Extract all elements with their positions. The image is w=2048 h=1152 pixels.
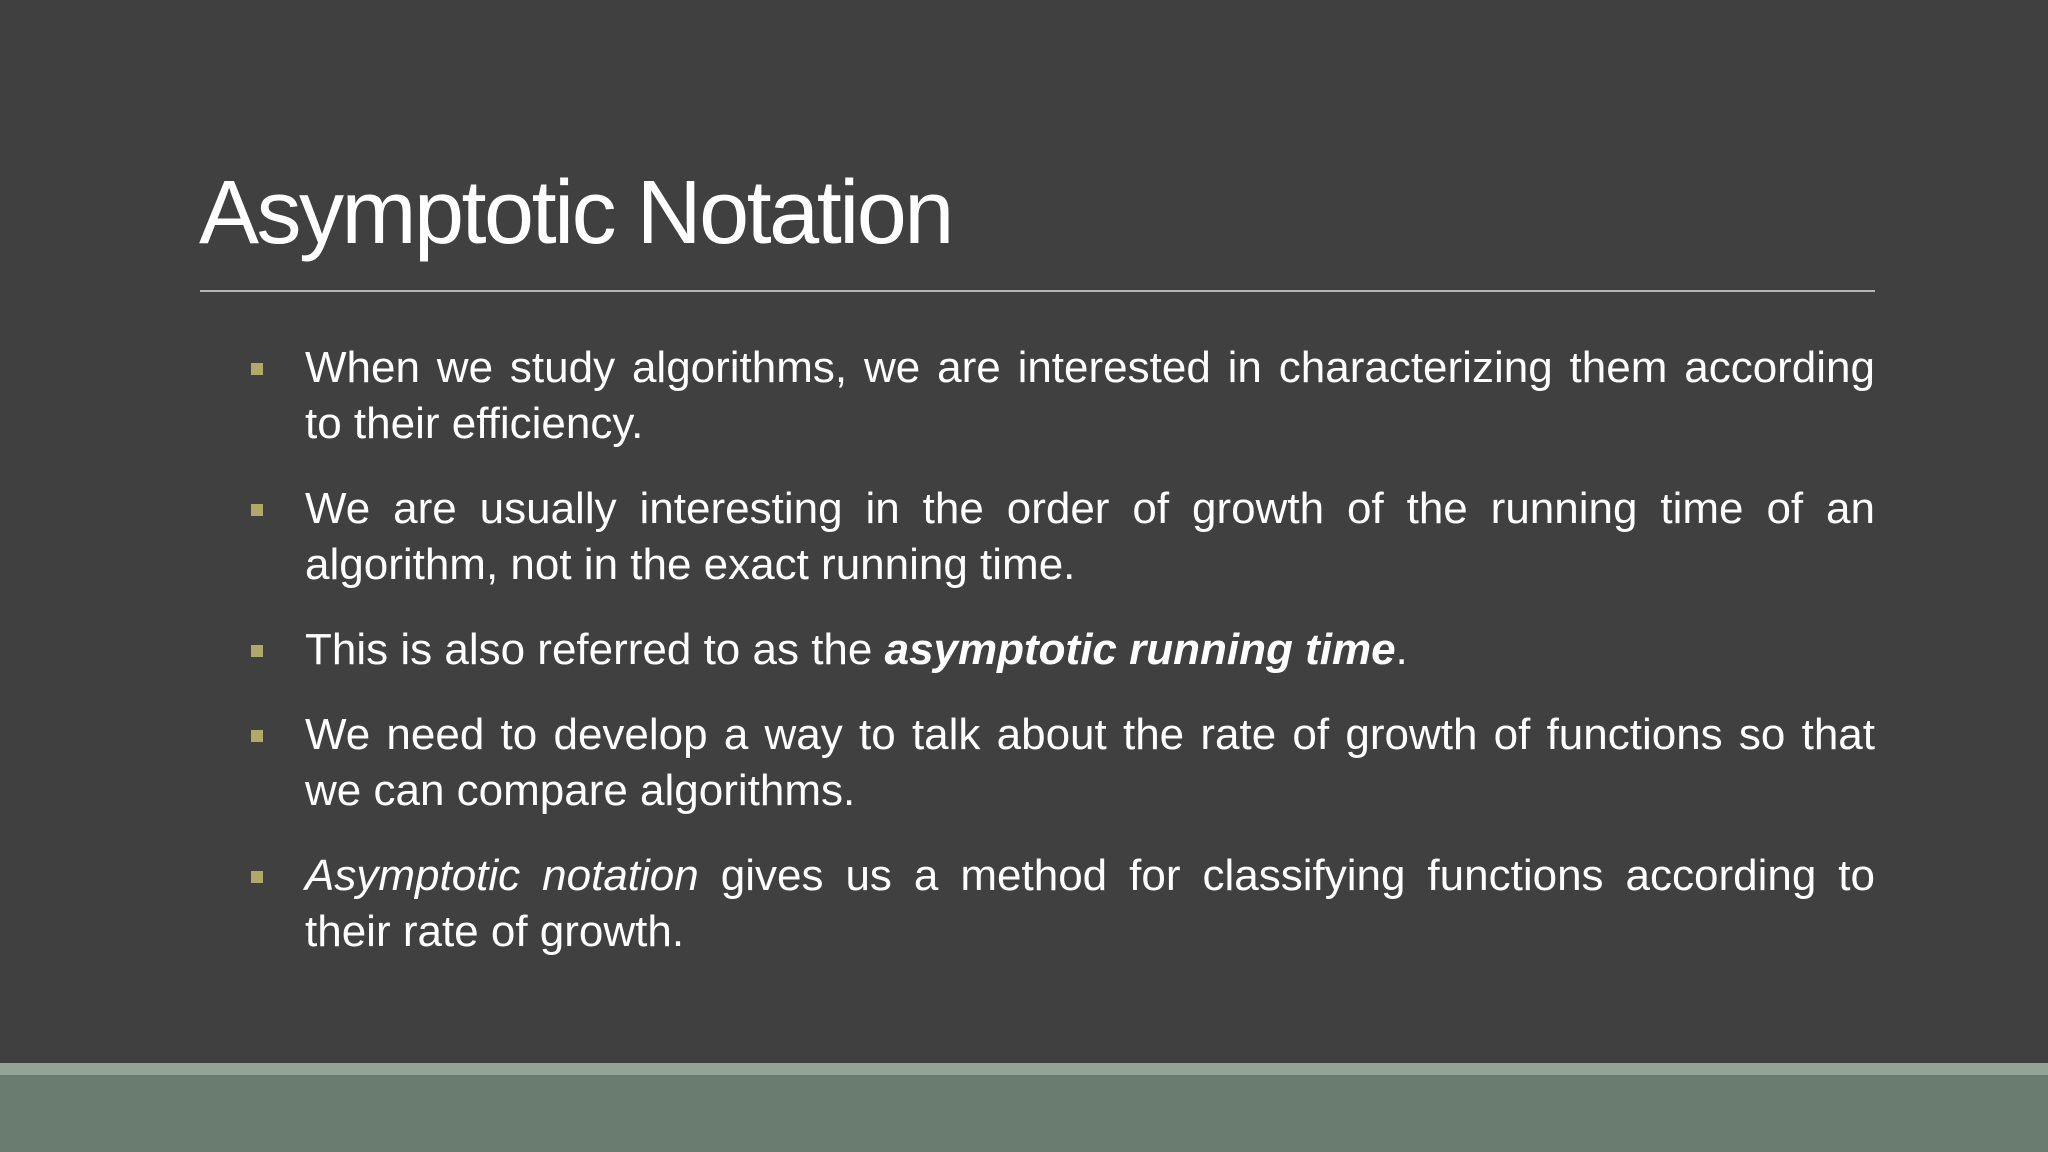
bullet-item xyxy=(248,707,1875,819)
bullet-text: This is also referred to as the xyxy=(305,625,885,674)
bullet-emphasis: asymptotic running time xyxy=(884,625,1396,674)
bullet-text: When we study algorithms, we are interested in characterizing them according to their efficiency. xyxy=(305,343,1875,448)
square-bullet-icon xyxy=(251,871,263,883)
footer-band xyxy=(0,1075,2048,1152)
bullet-text: . xyxy=(1395,625,1408,674)
bullet-item xyxy=(248,848,1875,960)
bullet-text: We need to develop a way to talk about the rate of growth of functions so that we can compare algorithms. xyxy=(305,710,1875,815)
square-bullet-icon xyxy=(251,504,263,516)
bullet-item xyxy=(248,481,1875,593)
bullet-text: We are usually interesting in the order of growth of the running time of an algorithm, not in the exact running time. xyxy=(305,484,1875,589)
bullet-emphasis: Asymptotic notation xyxy=(305,851,699,900)
square-bullet-icon xyxy=(251,730,263,742)
slide-title: Asymptotic Notation xyxy=(199,163,952,263)
bullet-item xyxy=(248,340,1875,452)
bullet-list xyxy=(248,340,1875,989)
title-underline xyxy=(200,290,1875,292)
footer-accent-stripe xyxy=(0,1063,2048,1075)
bullet-item xyxy=(248,622,1875,678)
square-bullet-icon xyxy=(251,645,263,657)
square-bullet-icon xyxy=(251,363,263,375)
bullet-text: gives us a method for classifying functions according to their rate of growth. xyxy=(305,851,1876,956)
